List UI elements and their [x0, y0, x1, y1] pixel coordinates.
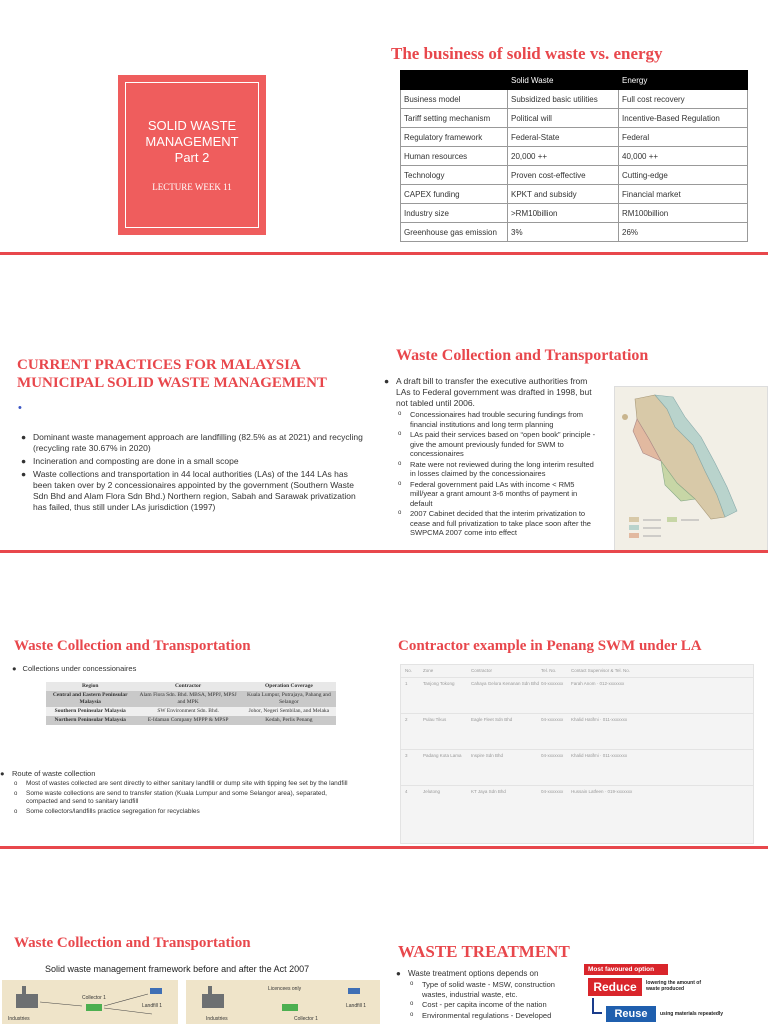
- table-row: [401, 90, 748, 109]
- slide-collection-transport-3: [0, 900, 384, 1024]
- industries-label: Industries: [206, 1016, 228, 1022]
- bullet-list: [17, 432, 367, 515]
- sub-list: [12, 780, 356, 816]
- table-cell: Technology: [401, 166, 508, 185]
- lecture-week: LECTURE WEEK 11: [152, 182, 232, 192]
- title-box: [118, 75, 266, 235]
- bullet-list: [392, 968, 572, 1022]
- table-cell: Federal: [619, 128, 748, 147]
- table-cell: Incentive-Based Regulation: [619, 109, 748, 128]
- table-row: [401, 223, 748, 242]
- table-cell: 3%: [508, 223, 619, 242]
- reuse-box: Reuse: [606, 1006, 656, 1022]
- table-cell: RM100billion: [619, 204, 748, 223]
- title-text: SOLID WASTE MANAGEMENT Part 2: [145, 118, 239, 165]
- table-row: Central and Eastern Peninsular Malaysia Alam Flora Sdn. Bhd. MBSA, MPPJ, MPSJ and MPK Kuala Lumpur, Putrajaya, Pahang and Selangor: [46, 691, 336, 707]
- slide-title: The business of solid waste vs. energy: [391, 44, 663, 63]
- slide-waste-treatment: [384, 900, 768, 1024]
- comparison-table-wrap: [400, 70, 748, 242]
- list-item: o Type of solid waste - MSW, construction wastes, industrial waste, etc.: [410, 980, 555, 999]
- list-item: ● A draft bill to transfer the executive authorities from LAs to Federal government was drafted in 1998, but not tabled until 2006. o Concessionaires had trouble securing fundings from financial institutions and long term planning o LAs paid their services based on “open book” principle - give the amount previously funded for SWM to concessionaires o Rate were not reviewed during the long interim resulted in losses claimed by the concessionaires o Federal government paid LAs with income < RM5 mill/year a grant amount 3-6 months of payment in default o 2007 Cabinet decided that the interim privatization to cease and full privatization to take place soon after the SWPCMA 2007 come into effect: [384, 376, 600, 538]
- table-cell: Cutting-edge: [619, 166, 748, 185]
- table-cell: Federal-State: [508, 128, 619, 147]
- list-item: ● Waste treatment options depends on o Type of solid waste - MSW, construction wastes, industrial waste, etc. o Cost - per capita income of the nation o Environmental regulations - Developed: [392, 968, 572, 1020]
- table-row: Northern Peninsular Malaysia E-Idaman Company MPPP & MPSP Kedah, Perlis Penang: [46, 716, 336, 725]
- table-row: [401, 147, 748, 166]
- table-row: [401, 166, 748, 185]
- licencees-label: Licencees only: [268, 986, 302, 992]
- table-cell: KPKT and subsidy: [508, 185, 619, 204]
- list-item: o Concessionaires had trouble securing fundings from financial institutions and long term planning: [398, 410, 584, 429]
- slide-penang-contractors: [384, 596, 768, 846]
- sub-list: [396, 410, 600, 538]
- diagram-title: Solid waste management framework before and after the Act 2007: [45, 964, 310, 974]
- table-cell: Financial market: [619, 185, 748, 204]
- reuse-description: using materials repeatedly: [660, 1011, 724, 1017]
- waste-hierarchy: [584, 964, 768, 1024]
- slide-divider: [0, 550, 768, 553]
- malaysia-map: [614, 386, 768, 550]
- list-item: o 2007 Cabinet decided that the interim privatization to cease and full privatization to take place soon after the SWPCMA 2007 come into effect: [398, 509, 591, 537]
- reduce-box: Reduce: [588, 978, 642, 996]
- table-row: [401, 128, 748, 147]
- table-row: Southern Peninsular Malaysia SW Environment Sdn. Bhd. Johor, Negeri Sembilan, and Melaka: [46, 707, 336, 716]
- sub-list: [408, 980, 572, 1020]
- collections-bullet: ● Collections under concessionaires: [12, 664, 137, 673]
- table-cell: >RM10billion: [508, 204, 619, 223]
- slide-divider: [0, 846, 768, 849]
- table-header: Region Contractor Operation Coverage: [46, 682, 336, 691]
- concessionaire-table: [46, 682, 336, 725]
- table-cell: Business model: [401, 90, 508, 109]
- slide-title: Waste Collection and Transportation: [14, 935, 251, 951]
- slide-title: WASTE TREATMENT: [398, 942, 570, 961]
- slide-divider: [0, 252, 768, 255]
- table-cell: Regulatory framework: [401, 128, 508, 147]
- bullet-list: [384, 376, 600, 540]
- framework-diagram-before: [2, 980, 178, 1024]
- table-cell: 40,000 ++: [619, 147, 748, 166]
- slide-title: Waste Collection and Transportation: [396, 347, 649, 364]
- list-item: o Federal government paid LAs with income < RM5 mill/year a grant amount 3-6 months of payment in default: [398, 479, 578, 508]
- slide-title: Contractor example in Penang SWM under LA: [398, 638, 702, 654]
- table-cell: Greenhouse gas emission: [401, 223, 508, 242]
- empty-bullet: •: [18, 402, 22, 414]
- truck-icon: [348, 988, 360, 994]
- contractor-table-image: No. Zone Contractor Tel. No. Contact Supervisor & Tel. No. 1 Tanjong Tokong Cahaya Gelora Kenanan Sdn Bhd 04-xxxxxxx Farah Anom · 012-xxxxxxx 2 Pulau Tikus Eagle Fleet Sdn Bhd 04-xxxxxxx Khalid Hatifmi · 011-xxxxxxx 3 Padang Kota Lama Inspire Sdn Bhd 04-xxxxxxx Khalid Hatifmi · 011-xxxxxxx 4 Jelutong KT Jaya Sdn Bhd 04-xxxxxxx Hussain Latfeen · 019-xxxxxxx: [400, 664, 754, 844]
- table-cell: Subsidized basic utilities: [508, 90, 619, 109]
- list-item: o Rate were not reviewed during the long interim resulted in losses claimed by the concessionaires: [398, 459, 594, 478]
- table-cell: Political will: [508, 109, 619, 128]
- arrow-icon: [592, 1012, 602, 1014]
- list-item: ● Incineration and composting are done in a small scope: [21, 456, 239, 466]
- table-row: [401, 204, 748, 223]
- table-cell: 20,000 ++: [508, 147, 619, 166]
- slide-current-practices: [0, 300, 384, 550]
- list-item: o Some waste collections are send to transfer station (Kuala Lumpur and some Selangor area), separated, compacted and send to sanitary landfill: [14, 789, 327, 805]
- truck-icon: [282, 1004, 298, 1011]
- list-item: ● Route of waste collection o Most of wastes collected are sent directly to either sanitary landfill or dump site with tipping fee set by the landfill o Some waste collections are send to transfer station (Kuala Lumpur and some Selangor area), separated, compacted and send to sanitary landfill o Some collectors/landfills practice segregation for recyclables: [0, 768, 356, 816]
- list-item: o LAs paid their services based on “open book” principle - give the amount previously funded for SWM to concessionaires: [398, 430, 596, 458]
- most-favoured-label: Most favoured option: [584, 964, 668, 975]
- table-cell: Full cost recovery: [619, 90, 748, 109]
- list-item: o Environmental regulations - Developed: [410, 1010, 552, 1020]
- slide-business-comparison: [384, 0, 768, 250]
- list-item: o Most of wastes collected are sent directly to either sanitary landfill or dump site with tipping fee set by the landfill: [14, 780, 348, 787]
- slide-title: [0, 0, 384, 250]
- slide-collection-transport-1: [384, 300, 768, 550]
- table-cell: Human resources: [401, 147, 508, 166]
- table-cell: CAPEX funding: [401, 185, 508, 204]
- reduce-description: lowering the amount of waste produced: [646, 980, 701, 992]
- table-cell: 26%: [619, 223, 748, 242]
- table-row: [401, 185, 748, 204]
- collector-label: Collector 1: [294, 1016, 318, 1022]
- bullet-list: [0, 768, 356, 818]
- flow-arrows: [2, 980, 178, 1024]
- slide-title: CURRENT PRACTICES FOR MALAYSIA MUNICIPAL SOLID WASTE MANAGEMENT: [17, 357, 327, 391]
- table-cell: Industry size: [401, 204, 508, 223]
- slide-collection-transport-2: [0, 596, 384, 846]
- table-header: Solid Waste Energy: [401, 71, 748, 90]
- list-item: ● Waste collections and transportation in 44 local authorities (LAs) of the 144 LAs has been taken over by 2 concessionaires appointed by the government (Southern Waste Sdn Bhd and Alam Flora Sdn Bhd.) Northern region, Sabah and Sarawak privatization has failed, thus still under LAs jurisdiction (1997): [21, 469, 356, 512]
- landfill-label: Landfill 1: [142, 1003, 163, 1009]
- comparison-table: [400, 70, 748, 242]
- list-item: ● Dominant waste management approach are landfilling (82.5% as at 2021) and recycling (recycling rate 30.67% in 2020): [21, 432, 363, 453]
- collector-label: Collector 1: [82, 995, 106, 1001]
- industries-label: Industries: [8, 1016, 30, 1022]
- list-item: o Cost - per capita income of the nation: [410, 1000, 547, 1009]
- list-item: o Some collectors/landfills practice segregation for recyclables: [14, 807, 200, 815]
- table-cell: Proven cost-effective: [508, 166, 619, 185]
- factory-icon: [208, 986, 212, 994]
- table-row: [401, 109, 748, 128]
- framework-diagram-after: [186, 980, 380, 1024]
- map-illustration: [615, 387, 767, 550]
- slide-title: Waste Collection and Transportation: [14, 638, 251, 654]
- factory-icon: [202, 994, 224, 1008]
- landfill-label: Landfill 1: [346, 1003, 367, 1009]
- table-cell: Tariff setting mechanism: [401, 109, 508, 128]
